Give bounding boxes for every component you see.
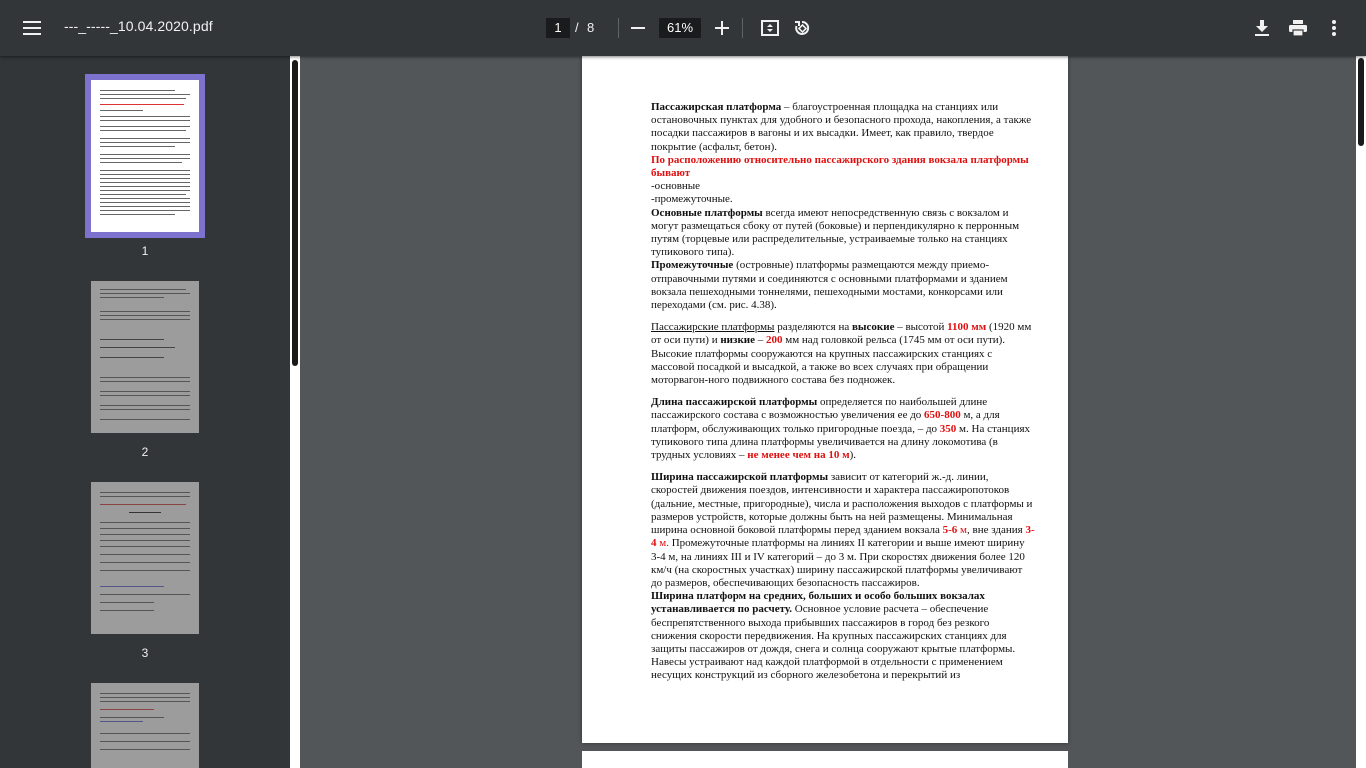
zoom-in-button[interactable] <box>704 10 740 46</box>
highlight: 650-800 <box>924 409 961 422</box>
highlight: не менее чем на 10 м <box>747 449 850 462</box>
thumbnail-sidebar <box>0 56 300 768</box>
thumbnail-preview <box>91 482 199 634</box>
document-page-1 <box>582 56 1068 743</box>
text: зависит от категорий ж.-д. линии, скоростей движения поездов, интенсивности и характера пассажиропотоков (дальние, местные, пригородные), числа и расположения выходов с платформы и размеров устройств, которые должны быть на ней размещены. Минимальная ширина основной боковой платформы перед зданием вокзала <box>651 471 1033 537</box>
thumbnail-page-4[interactable] <box>91 683 199 768</box>
text: определяется по наибольшей длине пассажирского состава с возможностью увеличения ее до <box>651 396 988 422</box>
document-title: ---_-----_10.04.2020.pdf <box>64 18 213 34</box>
highlight: м <box>957 524 968 537</box>
paragraph <box>651 101 1035 154</box>
thumbnail-label: 1 <box>141 244 149 258</box>
page-number-input[interactable]: 1 <box>546 18 570 38</box>
document-viewer <box>300 56 1356 768</box>
thumbnail-label: 3 <box>141 646 149 660</box>
document-page-2 <box>582 751 1068 768</box>
highlight: 350 <box>939 422 957 435</box>
download-icon[interactable] <box>1244 10 1280 46</box>
text: м, а для платформ, обслуживающих только пригородные поезда, – до <box>651 409 1000 435</box>
text: разделяются на <box>774 321 852 334</box>
red-heading: По расположению относительно пассажирского здания вокзала платформы бывают <box>651 153 1029 180</box>
zoom-level-input[interactable]: 61% <box>659 18 701 38</box>
list-item: -промежуточные. <box>651 193 733 206</box>
highlight: 200 <box>766 334 783 347</box>
text: – благоустроенная площадка на станциях или остановочных пунктах для удобного и безопасного прохода, накопления, а также посадки пассажиров в вагоны и их высадки. Имеет, как правило, твердое покрытие (асфальт, бетон). <box>651 101 1032 153</box>
text: (островные) платформы размещаются между приемо-отправочными путями и соединяются с основными платформами и зданием вокзала пешеходными тоннелями, пешеходными мостами, конкорсами или переходами (см. рис. 4.38). <box>651 259 1008 312</box>
thumbnail-preview <box>91 683 199 768</box>
sidebar-scrollbar-thumb[interactable] <box>292 60 298 366</box>
term: Пассажирские платформы <box>651 321 775 334</box>
highlight: м. <box>656 537 669 550</box>
paragraph <box>651 590 1035 682</box>
text: Промежуточные платформы на линиях II категории и выше имеют ширину 3-4 м, на линиях III и IV категорий – до 3 м. При скоростях движения более 120 км/ч (на скоростных участках) ширину пассажирской платформы увеличивают до размеров, обеспечивающих безопасность пассажиров. <box>651 537 1025 589</box>
text: м. На станциях тупикового типа длина платформы увеличивается на длину локомотива (в трудных условиях – <box>651 422 1031 462</box>
text: , вне здания <box>967 524 1026 537</box>
toolbar-divider <box>742 18 743 38</box>
fit-page-icon[interactable] <box>752 10 788 46</box>
thumbnail-preview <box>91 80 199 232</box>
term: высокие <box>851 321 895 334</box>
more-options-icon[interactable] <box>1316 10 1352 46</box>
paragraph <box>651 396 1035 462</box>
thumbnail-page-3[interactable] <box>91 482 199 634</box>
term: Промежуточные <box>651 259 734 272</box>
text: (1920 мм от оси пути) и <box>651 321 1032 347</box>
thumbnail-page-1[interactable] <box>85 74 205 238</box>
toolbar-divider <box>618 18 619 38</box>
text: Основное условие расчета – обеспечение беспрепятственного выхода прибывших пассажиров в город без резкого снижения скорости передвижения. На крупных пассажирских станциях для защиты пассажиров от дождя, снега и солнца сооружают крытые платформы. Навесы устраивают над каждой платформой в отдельности с применением несущих конструкций из сборного железобетона и перекрытий из <box>651 603 1016 682</box>
highlight: 5-6 <box>942 524 958 537</box>
menu-icon[interactable] <box>14 10 50 46</box>
paragraph <box>651 321 1035 387</box>
paragraph <box>651 471 1035 590</box>
text: мм над головкой рельса (1745 мм от оси пути). Высокие платформы сооружаются на крупных пассажирских станциях с массовой посадкой и высадкой, а также во всех случаях при обращении моторвагон-ного подвижного состава без подножек. <box>651 334 1006 387</box>
term: Ширина пассажирской платформы <box>651 471 829 484</box>
thumbnail-label: 2 <box>141 445 149 459</box>
thumbnail-page-2[interactable] <box>91 281 199 433</box>
list-item: -основные <box>651 180 701 193</box>
term: Пассажирская платформа <box>651 101 782 113</box>
text: – <box>755 334 766 347</box>
viewer-scrollbar-thumb[interactable] <box>1358 58 1364 146</box>
zoom-out-button[interactable] <box>620 10 656 46</box>
page-total: 8 <box>587 20 595 35</box>
rotate-icon[interactable] <box>784 10 820 46</box>
text: – высотой <box>894 321 948 334</box>
highlight: 3-4 <box>651 524 1035 550</box>
term: Ширина платформ на средних, больших и особо больших вокзалах устанавливается по расчету. <box>651 590 985 616</box>
pdf-toolbar <box>0 0 1366 56</box>
paragraph <box>651 259 1035 312</box>
text: ). <box>849 449 857 462</box>
highlight: 1100 мм <box>947 321 987 334</box>
term: низкие <box>720 334 755 347</box>
term: Основные платформы <box>651 206 763 219</box>
print-icon[interactable] <box>1280 10 1316 46</box>
term: Длина пассажирской платформы <box>651 396 818 409</box>
text: всегда имеют непосредственную связь с вокзалом и могут размещаться сбоку от путей (боковые) и перпендикулярно к перронным путям (торцевые или распределительные, устраиваемые только на станциях тупикового типа). <box>651 206 1020 259</box>
page-separator: / <box>575 20 579 35</box>
thumbnail-preview <box>91 281 199 433</box>
viewer-scrollbar-track[interactable] <box>1356 56 1366 768</box>
page-text <box>651 101 1035 683</box>
paragraph <box>651 207 1035 260</box>
